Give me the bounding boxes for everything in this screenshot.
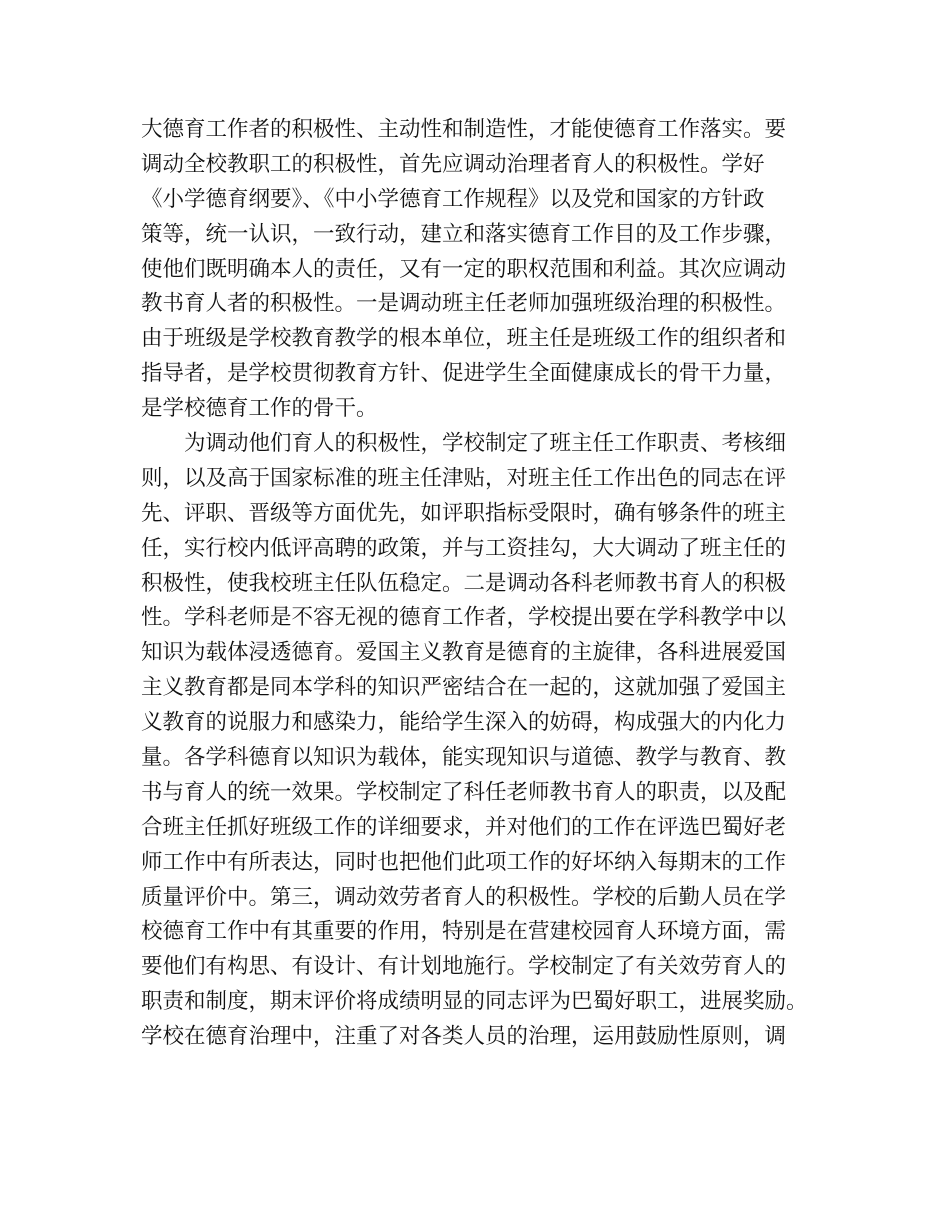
document-body — [141, 113, 831, 1055]
text-line: 策等，统一认识，一致行动，建立和落实德育工作目的及工作步骤， — [141, 221, 787, 247]
text-line: 指导者，是学校贯彻教育方针、促进学生全面健康成长的骨干力量， — [141, 361, 787, 387]
text-line: 是学校德育工作的骨干。 — [141, 396, 378, 422]
text-line: 合班主任抓好班级工作的详细要求，并对他们的工作在评选巴蜀好老 — [141, 814, 787, 840]
text-line: 则，以及高于国家标准的班主任津贴，对班主任工作出色的同志在评 — [141, 465, 787, 491]
text-line: 调动全校教职工的积极性，首先应调动治理者育人的积极性。学好 — [141, 151, 765, 177]
text-line: 积极性，使我校班主任队伍稳定。二是调动各科老师教书育人的积极 — [141, 570, 787, 596]
paragraph — [141, 113, 831, 427]
text-line: 质量评价中。第三，调动效劳者育人的积极性。学校的后勤人员在学 — [141, 884, 787, 910]
text-line: 使他们既明确本人的责任，又有一定的职权范围和利益。其次应调动 — [141, 256, 787, 282]
text-line: 为调动他们育人的积极性，学校制定了班主任工作职责、考核细 — [184, 431, 787, 457]
text-line: 由于班级是学校教育教学的根本单位，班主任是班级工作的组织者和 — [141, 326, 787, 352]
text-line: 量。各学科德育以知识为载体，能实现知识与道德、教学与教育、教 — [141, 745, 787, 771]
text-line: 要他们有构思、有设计、有计划地施行。学校制定了有关效劳育人的 — [141, 954, 787, 980]
text-line: 校德育工作中有其重要的作用，特别是在营建校园育人环境方面，需 — [141, 919, 787, 945]
text-line: 教书育人者的积极性。一是调动班主任老师加强班级治理的积极性。 — [141, 291, 787, 317]
text-line: 先、评职、晋级等方面优先，如评职指标受限时，确有够条件的班主 — [141, 500, 787, 526]
text-line: 主义教育都是同本学科的知识严密结合在一起的，这就加强了爱国主 — [141, 675, 787, 701]
text-line: 任，实行校内低评高聘的政策，并与工资挂勾，大大调动了班主任的 — [141, 535, 787, 561]
paragraph — [141, 427, 831, 1055]
text-line: 职责和制度，期末评价将成绩明显的同志评为巴蜀好职工，进展奖励。 — [141, 989, 808, 1015]
text-line: 大德育工作者的积极性、主动性和制造性，才能使德育工作落实。要 — [141, 117, 787, 142]
text-line: 师工作中有所表达，同时也把他们此项工作的好坏纳入每期末的工作 — [141, 849, 787, 875]
text-line: 知识为载体浸透德育。爱国主义教育是德育的主旋律，各科进展爱国 — [141, 640, 787, 666]
text-line: 书与育人的统一效果。学校制定了科任老师教书育人的职责，以及配 — [141, 779, 787, 805]
text-line: 义教育的说服力和感染力，能给学生深入的妨碍，构成强大的内化力 — [141, 710, 787, 736]
text-line: 学校在德育治理中，注重了对各类人员的治理，运用鼓励性原则，调 — [141, 1024, 787, 1050]
text-line: 《小学德育纲要》、《中小学德育工作规程》以及党和国家的方针政 — [141, 186, 765, 212]
text-line: 性。学科老师是不容无视的德育工作者，学校提出要在学科教学中以 — [141, 605, 787, 631]
